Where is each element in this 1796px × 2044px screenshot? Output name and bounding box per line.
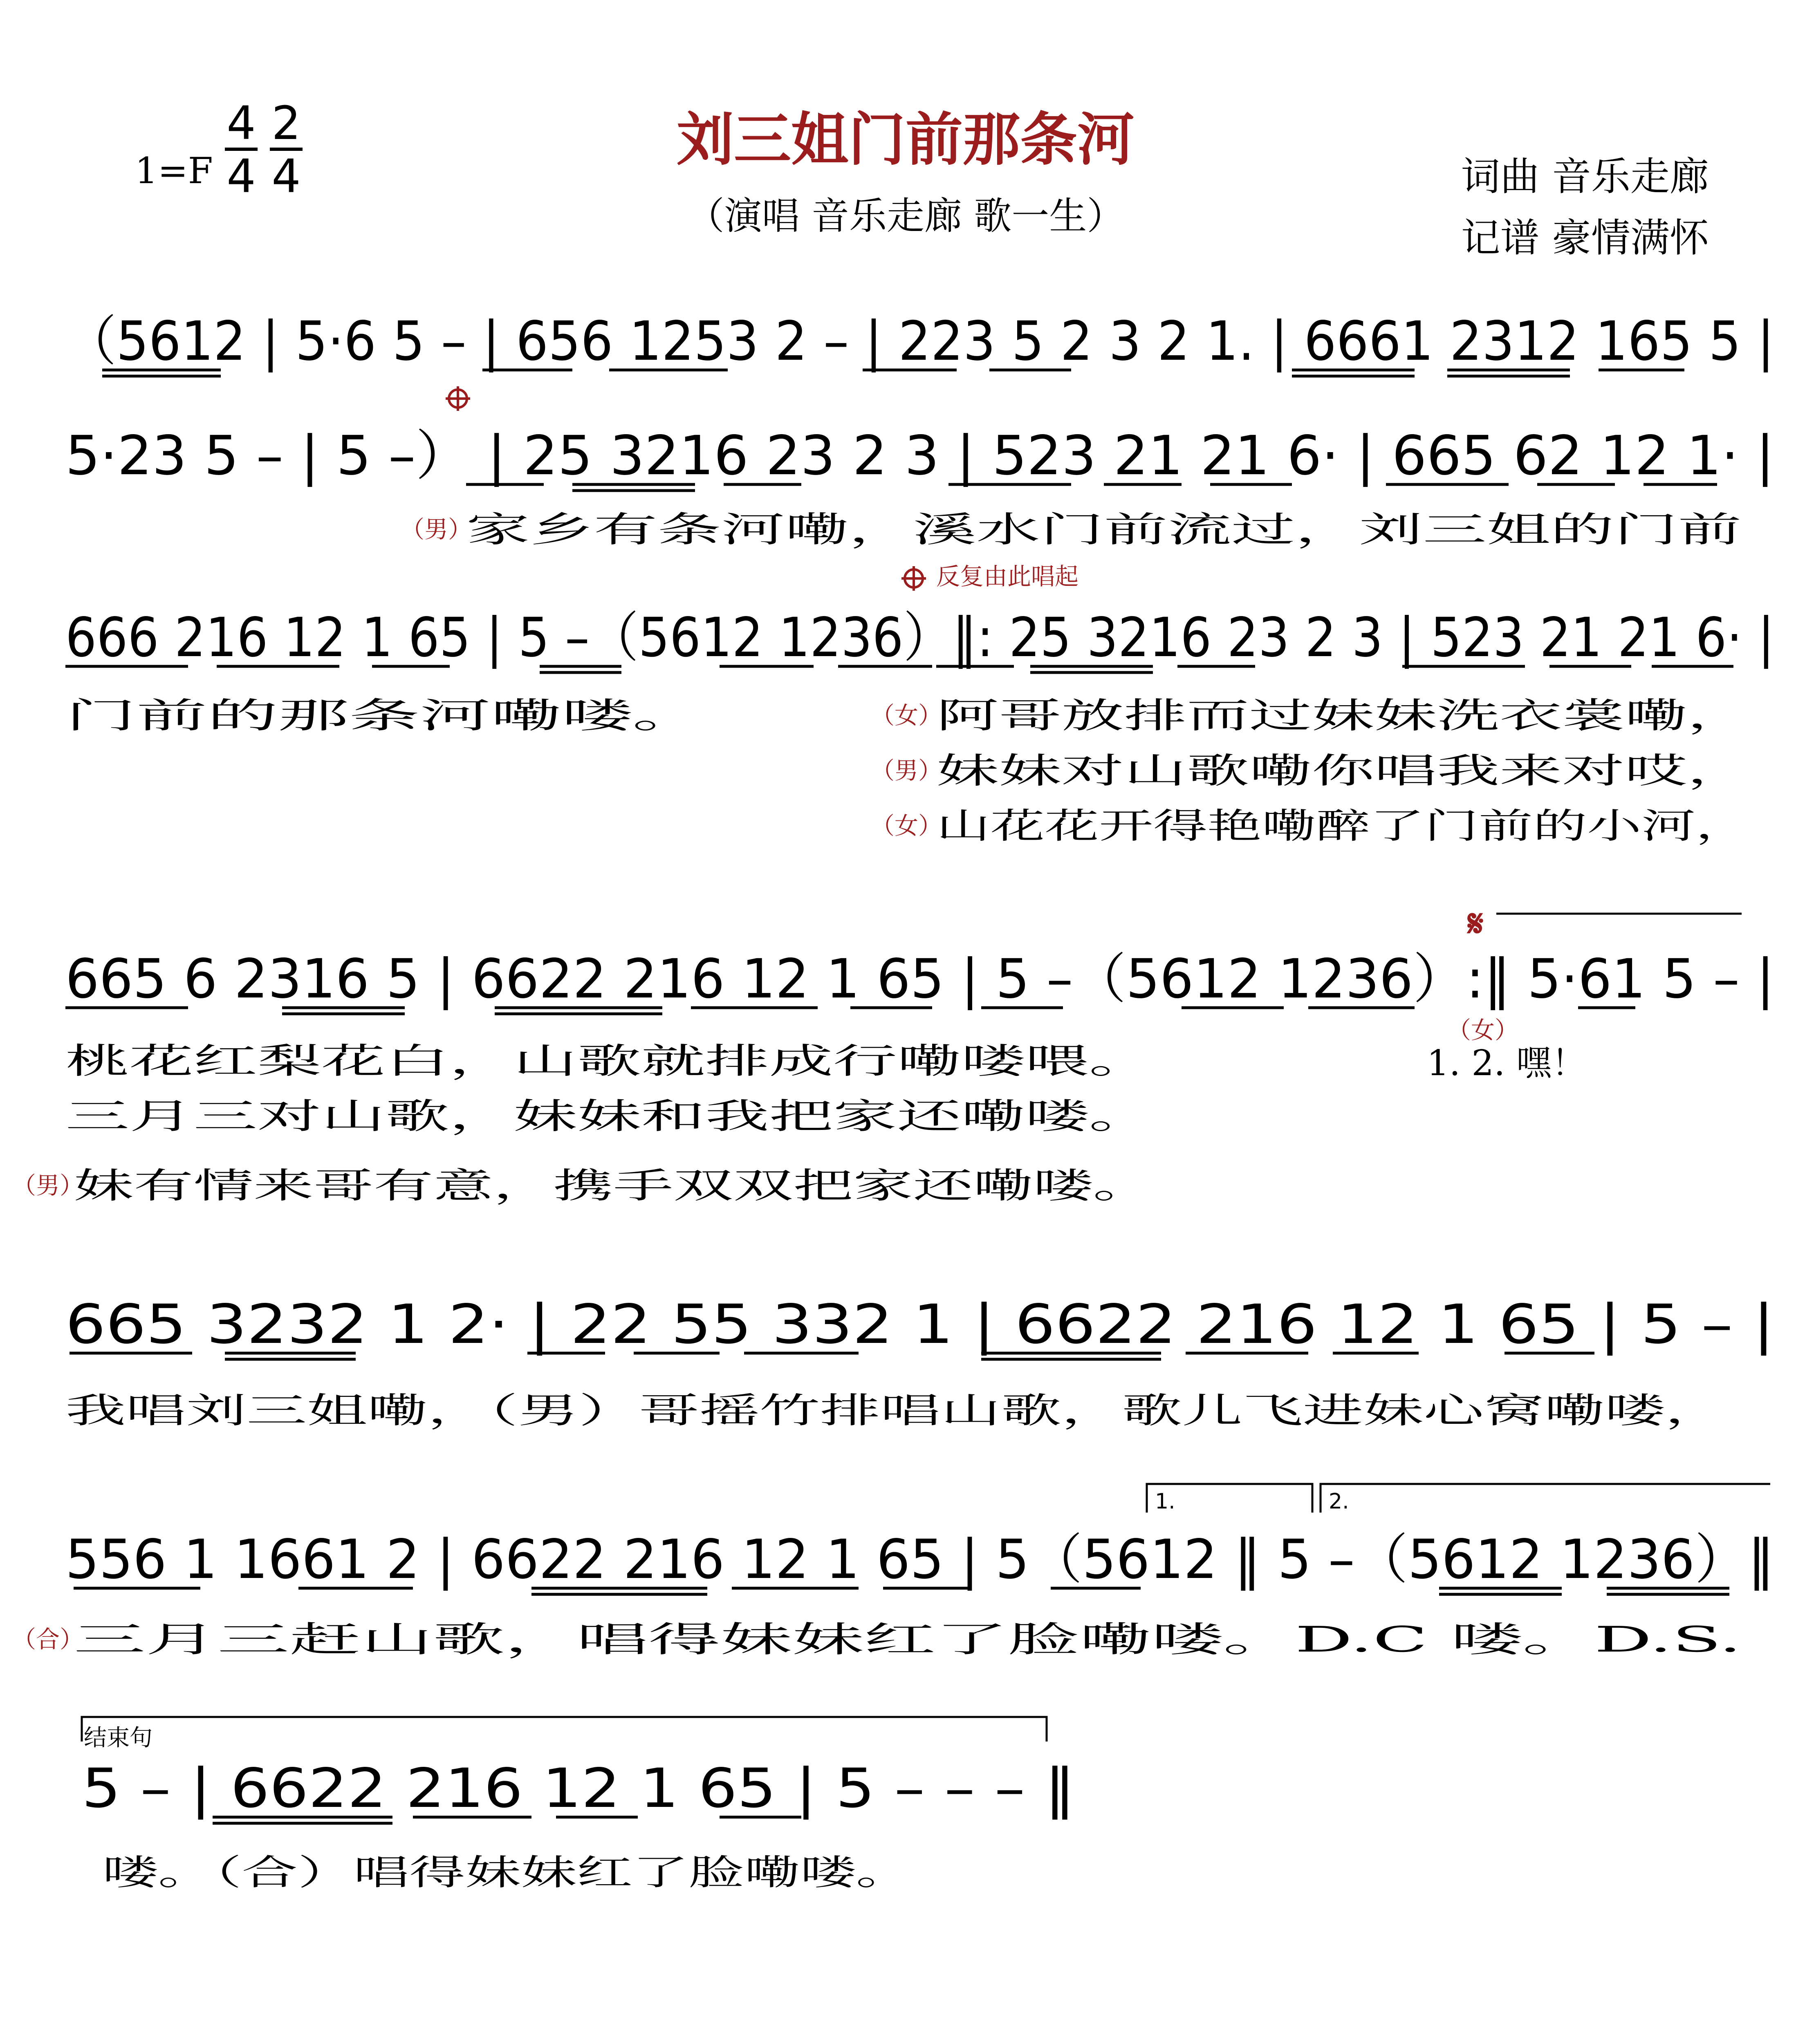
notes-line-1: （5612 | 5·6 5 – | 656 1253 2 – | 223 5 2 3 2 1. | 6661 2312 165 5 | (65, 310, 1774, 373)
svg-text:1.: 1. (1155, 1489, 1175, 1514)
volta-brackets (1147, 1484, 1770, 1514)
voice-tag: （合） (12, 1625, 84, 1653)
svg-text:4: 4 (271, 150, 301, 203)
beam-lines (65, 1008, 1635, 1014)
voice-tag: （男） (401, 515, 472, 543)
lyric-line: 家乡有条河嘞，溪水门前流过，刘三姐的门前 (466, 509, 1742, 550)
notes-line-6: 556 1 1661 2 | 6622 216 12 1 65 | 5（5612 ‖ 5 –（5612 1236）‖ (65, 1528, 1774, 1591)
transcriber-credit: 记谱 豪情满怀 (1461, 215, 1709, 261)
lyric-line: 三月三赶山歌，唱得妹妹红了脸嘞喽。D.C 喽。D.S. (74, 1619, 1742, 1660)
svg-text:2: 2 (271, 97, 301, 150)
lyric-line: 喽。（合）唱得妹妹红了脸嘞喽。 (102, 1852, 912, 1893)
lyric-line: 阿哥放排而过妹妹洗衣裳嘞， (936, 695, 1750, 736)
notes-line-4: 665 6 2316 5 | 6622 216 12 1 65 | 5 –（5612 1236）:‖ 5·61 5 – | (65, 948, 1774, 1011)
notes-line-7: 5 – | 6622 216 12 1 65 | 5 – – – ‖ (82, 1757, 1075, 1820)
system-1 (65, 310, 1774, 376)
notes-line-5: 665 3232 1 2· | 22 55 332 1 | 6622 216 12 1 65 | 5 – | (65, 1293, 1774, 1356)
coda-label: 结束句 (84, 1725, 152, 1751)
voice-tag: （女） (871, 812, 942, 840)
svg-text:4: 4 (226, 150, 256, 203)
repeat-annotation: 反复由此唱起 (936, 563, 1079, 590)
notes-line-3: 666 216 12 1 65 | 5 –（5612 1236）‖: 25 3216 23 2 3 | 523 21 21 6· | (65, 606, 1774, 669)
voice-tag: （女） (871, 702, 942, 729)
lyric-line: 桃花红梨花白，山歌就排成行嘞喽喂。 (65, 1041, 1153, 1082)
system-7 (82, 1717, 1075, 1893)
svg-text:4: 4 (226, 97, 256, 150)
lyric-line: 我唱刘三姐嘞，（男）哥摇竹排唱山歌，歌儿飞进妹心窝嘞喽， (65, 1390, 1725, 1431)
system-2 (65, 386, 1774, 550)
song-subtitle: （演唱 音乐走廊 歌一生） (686, 194, 1125, 238)
beam-lines (70, 1353, 1594, 1359)
coda-bracket (82, 1717, 1047, 1741)
lyric-line: 妹妹对山歌嘞你唱我来对哎， (936, 751, 1750, 791)
composer-credit: 词曲 音乐走廊 (1461, 154, 1709, 199)
beam-lines (74, 1588, 1729, 1594)
time-signature-4-4 (225, 97, 258, 203)
voice-tag: （女） (1447, 1016, 1519, 1044)
segno-coda-icon (446, 386, 470, 411)
beam-lines (65, 666, 1733, 672)
lyric-line: 妹有情来哥有意，携手双双把家还嘞喽。 (74, 1165, 1153, 1206)
song-title: 刘三姐门前那条河 (676, 107, 1135, 173)
svg-text:𝄋: 𝄋 (1468, 902, 1484, 945)
system-5 (65, 1293, 1774, 1431)
voice-tag: （男） (871, 757, 942, 784)
lyric-line: 门前的那条河嘞喽。 (65, 695, 703, 736)
time-signature-2-4 (270, 97, 303, 203)
voice-tag: （男） (12, 1172, 84, 1199)
repeat-start-icon (901, 566, 926, 591)
system-6 (12, 1484, 1774, 1660)
system-3 (65, 563, 1774, 847)
lyric-line: 山花花开得艳嘞醉了门前的小河， (936, 806, 1750, 847)
key-signature: 1=F (135, 150, 213, 192)
volta-lyric: 1. 2. 嘿！ (1427, 1043, 1587, 1084)
notes-line-2: 5·23 5 – | 5 –） | 25 3216 23 2 3 | 523 21 21 6· | 665 62 12 1· | (65, 424, 1774, 487)
segno-icon (1466, 902, 1484, 945)
system-4 (12, 902, 1774, 1206)
svg-text:2.: 2. (1329, 1489, 1349, 1514)
lyric-line: 三月三对山歌，妹妹和我把家还嘞喽。 (65, 1096, 1153, 1137)
